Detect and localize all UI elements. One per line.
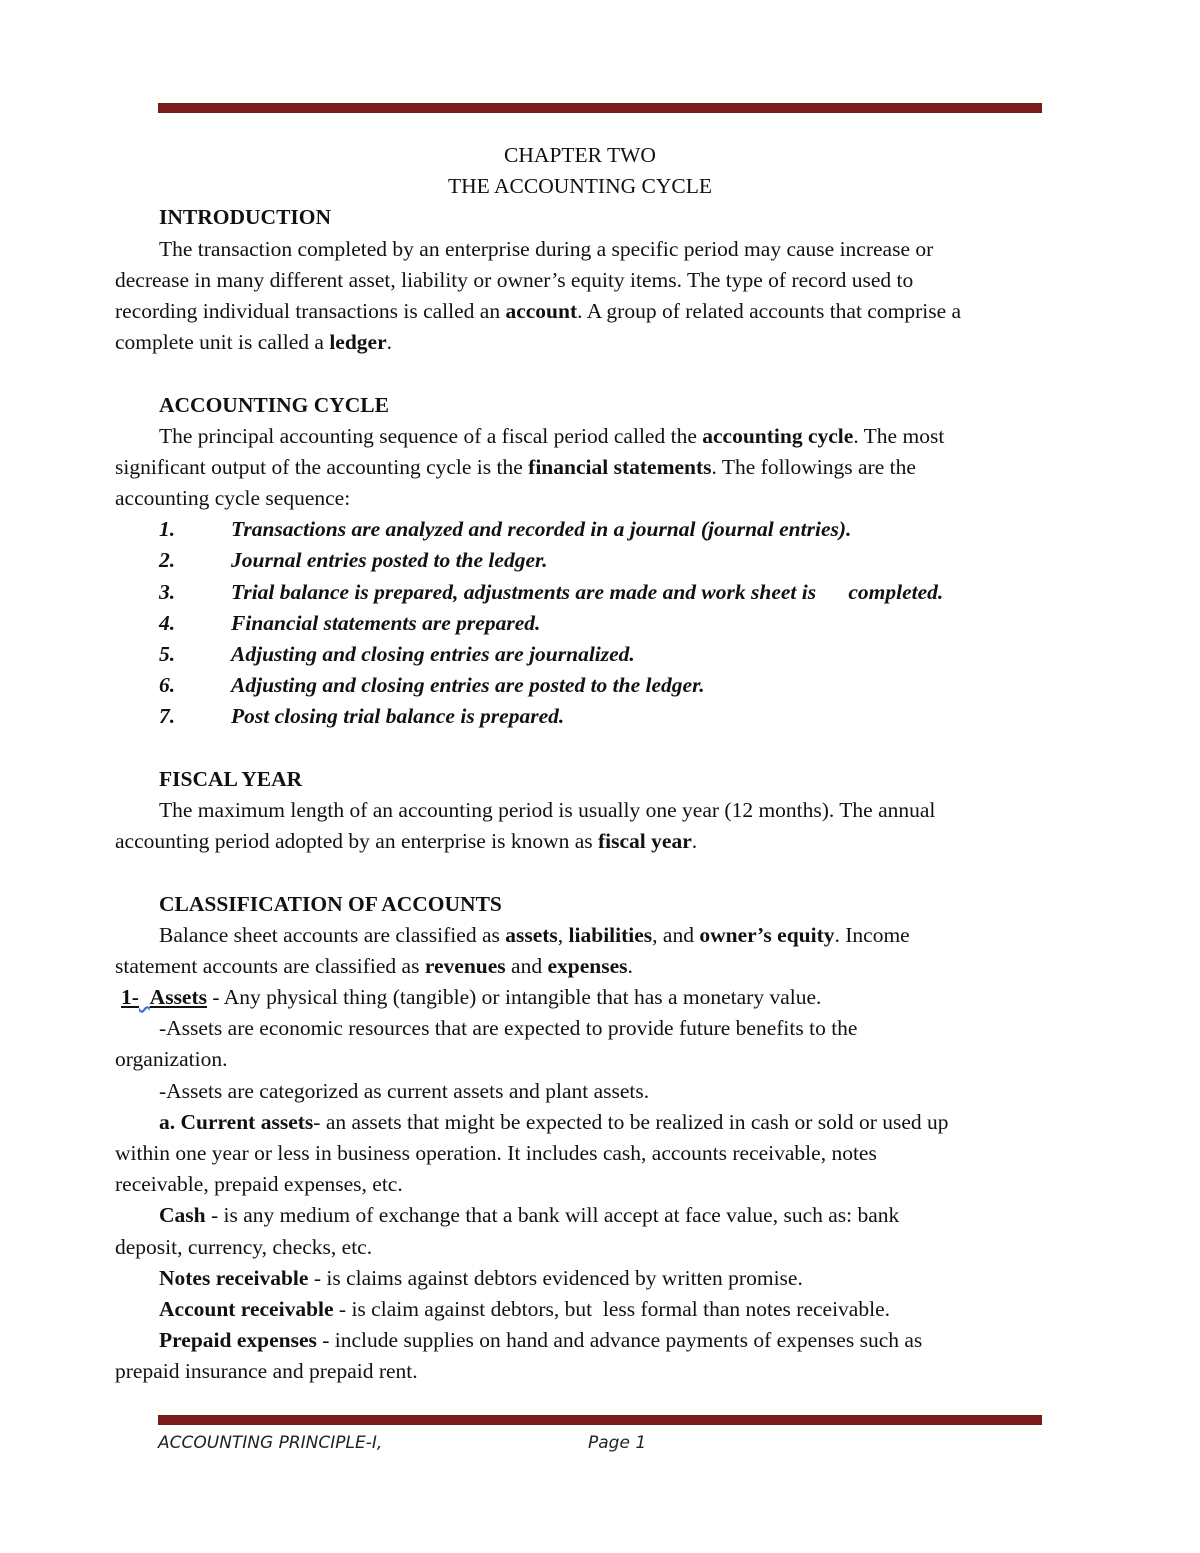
fiscal-line-2: accounting period adopted by an enterprise is known as fiscal year. [115, 829, 698, 854]
document-body [115, 140, 1045, 1388]
assets-line-1: -Assets are economic resources that are expected to provide future benefits to the [159, 1016, 858, 1041]
footer-course-title: ACCOUNTING PRINCIPLE-I, [158, 1433, 383, 1453]
list-item: 1. Transactions are analyzed and recorded in a journal (journal entries). [159, 517, 852, 542]
intro-line-3: recording individual transactions is called an account. A group of related accounts that comprise a [115, 298, 962, 323]
intro-line-4: complete unit is called a ledger. [115, 330, 393, 355]
list-item: 3. Trial balance is prepared, adjustments are made and work sheet is completed. [159, 579, 944, 604]
chapter-title: THE ACCOUNTING CYCLE [448, 174, 712, 199]
assets-line-3: -Assets are categorized as current assets and plant assets. [159, 1078, 650, 1103]
account-receivable-line: Account receivable - is claim against debtors, but less formal than notes receivable. [159, 1296, 890, 1321]
cycle-line-3: accounting cycle sequence: [115, 486, 351, 511]
intro-line-2: decrease in many different asset, liability or owner’s equity items. The type of record used to [115, 267, 914, 292]
prepaid-expenses-line-2: prepaid insurance and prepaid rent. [115, 1359, 418, 1384]
assets-line-2: organization. [115, 1047, 228, 1072]
current-assets-line-1: a. Current assets- an assets that might be expected to be realized in cash or sold or used up [159, 1109, 949, 1134]
cycle-heading: ACCOUNTING CYCLE [159, 392, 389, 417]
list-item: 6. Adjusting and closing entries are posted to the ledger. [159, 673, 705, 698]
intro-line-1: The transaction completed by an enterprise during a specific period may cause increase or [159, 236, 934, 261]
list-item: 4. Financial statements are prepared. [159, 610, 541, 635]
chapter-label: CHAPTER TWO [504, 143, 656, 167]
classification-line-2: statement accounts are classified as revenues and expenses. [115, 953, 633, 978]
cycle-line-2: significant output of the accounting cycle is the financial statements. The followings are the [115, 454, 916, 479]
cash-line-2: deposit, currency, checks, etc. [115, 1234, 373, 1259]
intro-heading: INTRODUCTION [159, 205, 332, 230]
assets-definition: 1- Assets - Any physical thing (tangible) or intangible that has a monetary value. [121, 985, 822, 1010]
prepaid-expenses-line-1: Prepaid expenses - include supplies on hand and advance payments of expenses such as [159, 1328, 923, 1353]
cash-line-1: Cash - is any medium of exchange that a bank will accept at face value, such as: bank [159, 1203, 900, 1228]
fiscal-heading: FISCAL YEAR [159, 766, 303, 791]
current-assets-line-3: receivable, prepaid expenses, etc. [115, 1172, 403, 1197]
list-item: 7. Post closing trial balance is prepared. [159, 704, 565, 729]
footer-page-number: Page 1 [588, 1433, 647, 1453]
classification-heading: CLASSIFICATION OF ACCOUNTS [159, 891, 502, 916]
header-rule [158, 103, 1042, 113]
footer-rule [158, 1415, 1042, 1425]
classification-line-1: Balance sheet accounts are classified as assets, liabilities, and owner’s equity. Income [159, 922, 910, 947]
notes-receivable-line: Notes receivable - is claims against debtors evidenced by written promise. [159, 1265, 803, 1290]
fiscal-line-1: The maximum length of an accounting period is usually one year (12 months). The annual [159, 797, 936, 822]
list-item: 5. Adjusting and closing entries are journalized. [159, 642, 635, 666]
page-footer [158, 1433, 1042, 1459]
current-assets-line-2: within one year or less in business operation. It includes cash, accounts receivable, notes [115, 1141, 877, 1165]
list-item: 2. Journal entries posted to the ledger. [159, 548, 548, 573]
cycle-line-1: The principal accounting sequence of a fiscal period called the accounting cycle. The most [159, 423, 945, 448]
